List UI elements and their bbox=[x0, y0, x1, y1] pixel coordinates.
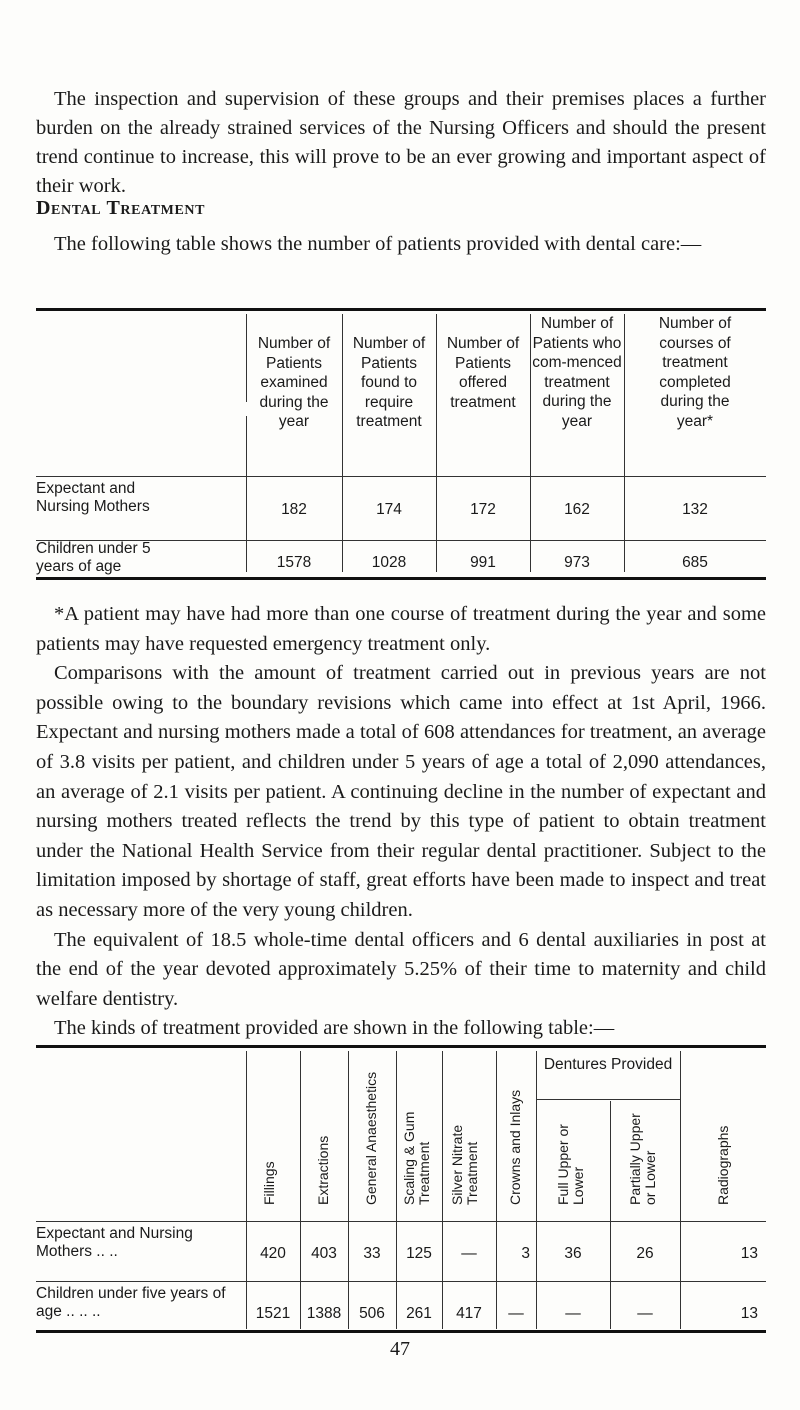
column-divider bbox=[610, 1101, 611, 1329]
column-divider bbox=[300, 1051, 301, 1329]
body-text bbox=[36, 600, 766, 1044]
section-heading: Dental Treatment bbox=[36, 197, 206, 219]
dental-care-table bbox=[36, 308, 766, 580]
table-cell: 1388 bbox=[306, 1305, 342, 1322]
table-cell: — bbox=[508, 1305, 524, 1322]
table-cell: 1578 bbox=[276, 554, 312, 571]
table-rule bbox=[36, 577, 766, 580]
column-header: Number of Patients examined during the year bbox=[257, 335, 331, 430]
table-cell: 132 bbox=[682, 501, 708, 518]
column-divider bbox=[348, 1051, 349, 1329]
table-cell: 417 bbox=[456, 1305, 482, 1322]
row-label: Expectant and Nursing Mothers bbox=[36, 480, 150, 515]
page-number: 47 bbox=[390, 1338, 410, 1360]
table-cell: — bbox=[565, 1305, 581, 1322]
column-header-crowns: Crowns and Inlays bbox=[507, 1089, 523, 1205]
table-cell: 125 bbox=[406, 1245, 432, 1262]
column-header-partial-dentures: Partially Upper or Lower bbox=[627, 1113, 658, 1205]
table-cell: 174 bbox=[376, 501, 402, 518]
treatment-kinds-table bbox=[36, 1045, 766, 1333]
column-divider bbox=[246, 1051, 247, 1329]
table-cell: 33 bbox=[363, 1245, 381, 1262]
row-divider bbox=[36, 476, 766, 477]
table-cell: — bbox=[461, 1245, 477, 1262]
table-cell: 13 bbox=[740, 1245, 758, 1262]
column-divider bbox=[396, 1051, 397, 1329]
table-cell: 162 bbox=[564, 501, 590, 518]
column-divider bbox=[246, 416, 247, 572]
column-divider bbox=[536, 1051, 537, 1329]
table-cell: 991 bbox=[470, 554, 496, 571]
row-label: Children under five years of age .. .. .. bbox=[36, 1285, 226, 1320]
intro-paragraph: The inspection and supervision of these groups and their premises places a further burden on the already strained services of the Nursing Officers and should the present trend continue to increase, this will prove to be an ever growing and important aspect of their work. bbox=[36, 88, 766, 197]
column-header: Number of Patients found to require treatment bbox=[352, 335, 426, 430]
footnote-paragraph: *A patient may have had more than one course of treatment during the year and some patients may have requested emergency treatment only. bbox=[36, 603, 766, 655]
table-cell: 685 bbox=[682, 554, 708, 571]
column-header: Number of courses of treatment completed during the year* bbox=[658, 315, 732, 430]
column-header-fillings: Fillings bbox=[261, 1161, 277, 1205]
row-label: Expectant and Nursing Mothers .. .. bbox=[36, 1225, 193, 1260]
table-cell: 1028 bbox=[371, 554, 407, 571]
column-header-radiographs: Radiographs bbox=[715, 1125, 731, 1205]
dentures-group-header: Dentures Provided bbox=[543, 1056, 673, 1073]
row-label: Children under 5 years of age bbox=[36, 540, 151, 575]
column-header-scaling: Scaling & Gum Treatment bbox=[401, 1111, 432, 1205]
table-cell: 26 bbox=[636, 1245, 654, 1262]
column-header: Number of Patients offered treatment bbox=[446, 335, 520, 411]
column-header-silver-nitrate: Silver Nitrate Treatment bbox=[449, 1124, 480, 1205]
table-rule bbox=[36, 1330, 766, 1333]
table-cell: 261 bbox=[406, 1305, 432, 1322]
table-cell: 1521 bbox=[255, 1305, 291, 1322]
column-header-extractions: Extractions bbox=[315, 1135, 331, 1205]
table-cell: 420 bbox=[260, 1245, 286, 1262]
table-rule bbox=[36, 308, 766, 311]
row-divider bbox=[36, 1281, 766, 1282]
row-divider bbox=[36, 1221, 766, 1222]
dentures-divider bbox=[536, 1099, 680, 1100]
table-cell: 13 bbox=[740, 1305, 758, 1322]
column-header: Number of Patients who com-menced treatment during the year bbox=[532, 315, 622, 430]
column-header-general-anaesthetics: General Anaesthetics bbox=[363, 1071, 379, 1205]
table-cell: 973 bbox=[564, 554, 590, 571]
table-cell: 36 bbox=[564, 1245, 582, 1262]
column-header-full-dentures: Full Upper or Lower bbox=[555, 1124, 586, 1205]
table-rule bbox=[36, 1045, 766, 1048]
table-cell: 403 bbox=[311, 1245, 337, 1262]
table-cell: 3 bbox=[521, 1245, 530, 1262]
comparison-paragraph: Comparisons with the amount of treatment carried out in previous years are not possible owing to the boundary revisions which came into effect at 1st April, 1966. Expectant and nursing mothers made a total of 608 attendances for treatment, an average of 3.8 visits per patient, and children under 5 years of age a total of 2,090 attendances, an average of 2.1 visits per patient. A continuing decline in the number of expectant and nursing mothers treated reflects the trend by this type of patient to obtain treatment under the National Health Service from their regular dental practitioner. Subject to the limitation imposed by shortage of staff, great efforts have been made to inspect and treat as necessary more of the very young children. bbox=[36, 662, 766, 921]
column-divider bbox=[496, 1051, 497, 1329]
table-intro-paragraph: The following table shows the number of patients provided with dental care:— bbox=[54, 233, 702, 255]
treatment-intro-paragraph: The kinds of treatment provided are shown in the following table:— bbox=[54, 1017, 615, 1040]
column-divider bbox=[442, 1051, 443, 1329]
column-divider bbox=[680, 1051, 681, 1329]
staffing-paragraph: The equivalent of 18.5 whole-time dental officers and 6 dental auxiliaries in post at the end of the year devoted approximately 5.25% of their time to maternity and child welfare dentistry. bbox=[36, 928, 766, 1010]
table-cell: — bbox=[637, 1305, 653, 1322]
table-cell: 172 bbox=[470, 501, 496, 518]
table-cell: 182 bbox=[281, 501, 307, 518]
table-cell: 506 bbox=[359, 1305, 385, 1322]
